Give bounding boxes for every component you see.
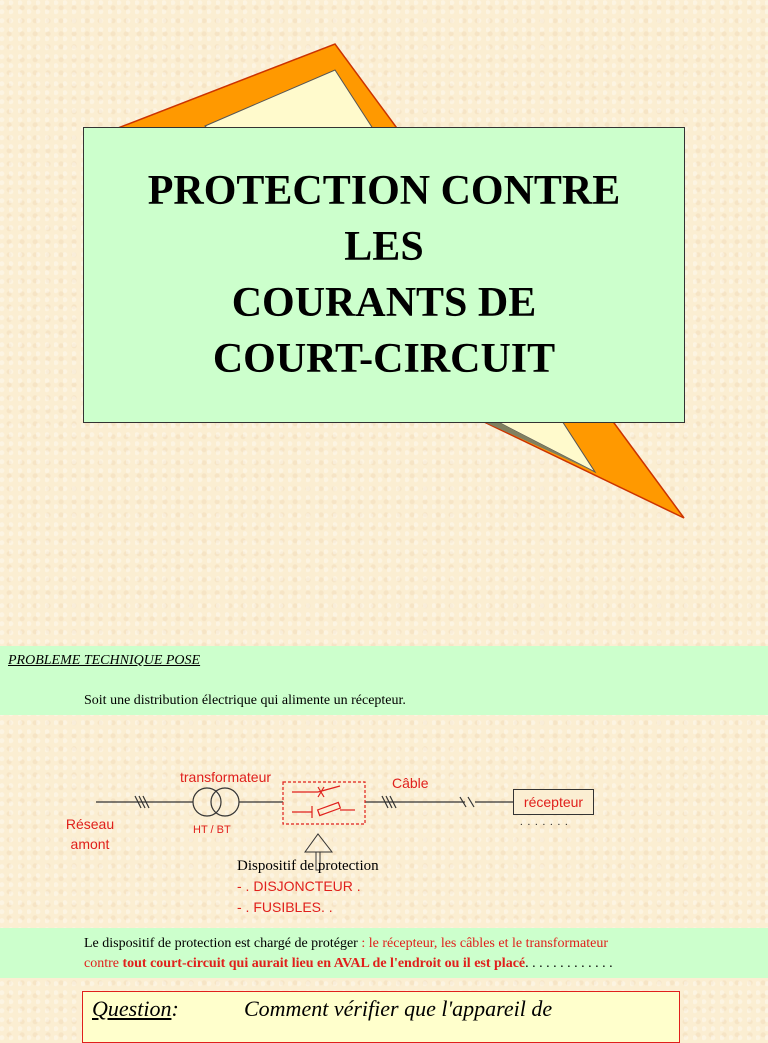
- slide-title: [148, 163, 621, 387]
- para-part-1: Le dispositif de protection est chargé de protéger: [84, 936, 358, 951]
- para-part-2: : le récepteur, les câbles et le transformateur: [357, 936, 608, 951]
- transformer-coil-1: [193, 788, 221, 816]
- transformer-coil-2: [211, 788, 239, 816]
- title-line-3: COURANTS DE: [231, 280, 537, 326]
- label-dispositif: Dispositif de protection: [237, 858, 379, 874]
- circuit-diagram: [0, 740, 768, 880]
- para-part-3: contre: [84, 956, 123, 971]
- label-recepteur: récepteur: [513, 789, 594, 815]
- label-fusibles: - . FUSIBLES. .: [237, 899, 333, 915]
- protection-device-symbol: [283, 782, 365, 824]
- protection-paragraph: [84, 934, 764, 974]
- label-disjoncteur: - . DISJONCTEUR .: [237, 878, 361, 894]
- section-heading: PROBLEME TECHNIQUE POSE: [8, 653, 201, 668]
- question-colon: :: [171, 996, 179, 1021]
- title-line-4: COURT-CIRCUIT: [212, 336, 556, 382]
- question-label: [92, 996, 179, 1022]
- title-line-2: LES: [344, 224, 424, 270]
- para-part-4: tout court-circuit qui aurait lieu en AVAL de l'endroit ou il est placé: [122, 956, 526, 971]
- label-transformateur: transformateur: [180, 769, 272, 785]
- label-reseau-amont: [60, 814, 120, 854]
- label-ht-bt: HT / BT: [193, 824, 231, 836]
- question-label-text: Question: [92, 996, 172, 1021]
- label-cable: Câble: [392, 775, 429, 791]
- title-line-1: PROTECTION CONTRE: [147, 168, 621, 214]
- para-part-5: . . . . . . . . . . . . .: [525, 956, 613, 971]
- title-panel: [83, 127, 685, 423]
- label-reseau-line2: amont: [70, 836, 110, 852]
- recepteur-dots: . . . . . . .: [520, 816, 569, 828]
- question-text: Comment vérifier que l'appareil de: [244, 996, 553, 1021]
- intro-text: Soit une distribution électrique qui alimente un récepteur.: [84, 693, 406, 708]
- label-reseau-line1: Réseau: [65, 816, 115, 832]
